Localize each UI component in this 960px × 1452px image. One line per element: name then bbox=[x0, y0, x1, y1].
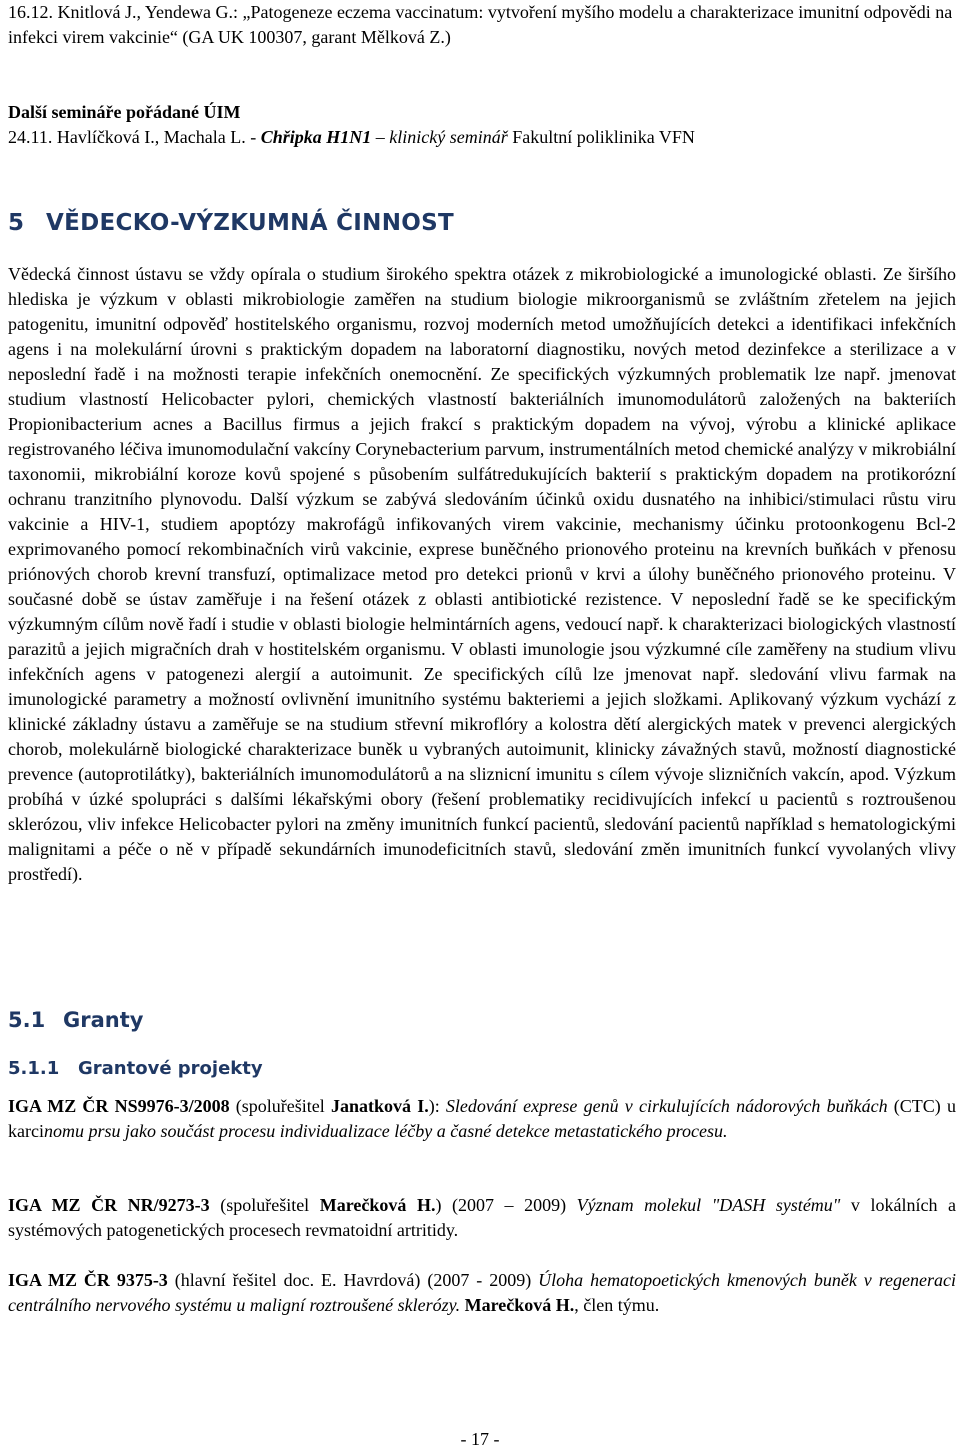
grant-text: (CTC) u karci bbox=[8, 1096, 956, 1141]
seminar-type: klinický seminář bbox=[389, 127, 508, 147]
seminars-heading: Další semináře pořádané ÚIM bbox=[8, 102, 241, 122]
grant-code: IGA MZ ČR NR/9273-3 bbox=[8, 1195, 210, 1215]
grant-code: IGA MZ ČR 9375-3 bbox=[8, 1270, 168, 1290]
grant-title: Úloha hematopoetických kmenových buněk v regeneraci centrálního nervového systému u maligní roztroušené sklerózy. bbox=[8, 1270, 956, 1315]
section-5-heading bbox=[8, 210, 956, 236]
seminar-title: Chřipka H1N1 bbox=[260, 127, 372, 147]
section-title: Grantové projekty bbox=[78, 1058, 263, 1079]
grant-separator: ): bbox=[428, 1096, 446, 1116]
grant-role: (hlavní řešitel doc. E. Havrdová) (2007 - 2009) bbox=[167, 1270, 539, 1290]
grant-text: , člen týmu. bbox=[574, 1295, 660, 1315]
grant-title: Sledování exprese genů v cirkulujících nádorových buňkách bbox=[445, 1096, 888, 1116]
grant-entry bbox=[8, 1268, 956, 1318]
grant-code: IGA MZ ČR NS9976-3/2008 bbox=[8, 1096, 230, 1116]
section-number: 5.1.1 bbox=[8, 1058, 60, 1079]
thesis-entry: 16.12. Knitlová J., Yendewa G.: „Patogeneze eczema vaccinatum: vytvoření myšího modelu a charakterizace imunitní odpovědi na infekci virem vakcinie“ (GA UK 100307, garant Mělková Z.) bbox=[8, 2, 953, 47]
grant-person: Marečková H. bbox=[464, 1295, 575, 1315]
grant-entry bbox=[8, 1094, 956, 1144]
seminars-block bbox=[8, 100, 956, 150]
section-5-body bbox=[8, 262, 956, 887]
section-number: 5.1 bbox=[8, 1008, 46, 1032]
top-entry bbox=[8, 0, 956, 50]
grant-person: Janatková I. bbox=[330, 1096, 429, 1116]
grant-title-cont: nomu prsu jako součást procesu individualizace léčby a časné detekce metastatického procesu. bbox=[43, 1121, 728, 1141]
grant-title: Význam molekul "DASH systému" bbox=[576, 1195, 841, 1215]
section-5-1-1-heading bbox=[8, 1058, 956, 1079]
section-title: Granty bbox=[63, 1008, 144, 1032]
section-title: VĚDECKO-VÝZKUMNÁ ČINNOST bbox=[46, 210, 454, 236]
seminar-dash: – bbox=[371, 127, 390, 147]
grant-separator: ) (2007 – 2009) bbox=[435, 1195, 577, 1215]
grant-person: Marečková H. bbox=[319, 1195, 436, 1215]
grant-entry bbox=[8, 1193, 956, 1243]
seminar-prefix: 24.11. Havlíčková I., Machala L. - bbox=[8, 127, 261, 147]
seminar-entry bbox=[8, 125, 956, 150]
grant-text: v lokálních a systémových patogenetických procesech revmatoidní artritidy. bbox=[8, 1195, 956, 1240]
grant-role: (spoluřešitel bbox=[209, 1195, 320, 1215]
research-paragraph: Vědecká činnost ústavu se vždy opírala o studium širokého spektra otázek z mikrobiologické a imunologické oblasti. Ze širšího hlediska je výzkum v oblasti mikrobiologie zaměřen na studium biologie mikroorganismů se zvláštním zřetelem na jejich patogenitu, imunitní odpověď hostitelského organismu, rozvoj moderních metod umožňujících detekci a identifikaci infekčních agens i na molekulární úrovni s praktickým dopadem na laboratorní diagnostiku, nových metod dezinfekce a sterilizace a v neposlední řadě i na možnosti terapie infekčních onemocnění. Ze specifických výzkumných problematik lze např. jmenovat studium vlastností Helicobacter pylori, chemických vlastností bakteriálních imunomodulátorů založených na bakteriích Propionibacterium acnes a Bacillus firmus a jejich frakcí s praktickým dopadem na vývoj, výrobu a klinické aplikace registrovaného léčiva imunomodulační vakcíny Corynebacterium parvum, instrumentálních metod chemické analýzy v mikrobiální taxonomii, mikrobiální koroze kovů spojené s působením sulfátredukujících bakterií s praktickým dopadem na protikorózní ochranu tranzitního plynovodu. Další výzkum se zabývá sledováním účinků oxidu dusnatého na inhibici/stimulaci růstu viru vakcinie a HIV-1, studiem apoptózy makrofágů infikovaných virem vakcinie, mechanismy účinku protoonkogenu Bcl-2 exprimovaného pomocí rekombinačních virů vakcinie, exprese buněčného prionového proteinu na krevních buňkách v přenosu priónových chorob krevní transfuzí, optimalizace metod pro detekci prionů v krvi a úlohy buněčného prionového proteinu. V současné době se ústav zaměřuje i na řešení otázek z oblasti antibiotické rezistence. V neposlední řadě se ke specifickým výzkumným cílům nově řadí i studie v oblasti biologie helmintárních agens, vedoucí např. k charakterizaci biologických vlastností parazitů a jejich migračních drah v hostitelském organismu. V oblasti imunologie jsou výzkumné cíle zaměřeny na studium vlivu infekčních agens v patogenezi alergií a autoimunit. Ze specifických cílů lze jmenovat např. sledování vlivu farmak na imunologické parametry a možností ovlivnění imunitního systému bakteriemi a jejich složkami. Aplikovaný výzkum vychází z klinické základny ústavu a zaměřuje se na studium střevní mikroflóry a kolostra dětí alergických matek v prevenci alergických chorob, molekulárně biologické charakterizace buněk u vybraných autoimunit, klinicky závažných stavů, možností diagnostické prevence (autoprotilátky), bakteriálních imunomodulátorů a na sliznicní imunitu s cílem vývoje slizničních vakcín, apod. Výzkum probíhá v úzké spolupráci s dalšími lékařskými obory (řešení problematiky recidivujících infekcí u pacientů s roztroušenou sklerózou, vliv infekce Helicobacter pylori na změny imunitních funkcí pacientů, sledování pacientů například s hematologickými malignitami a péče o ně v případě sekundárních imunodeficitních stavů, sledování změn imunitních funkcí vyvolaných vlivy prostředí). bbox=[8, 264, 956, 884]
page-number: - 17 - bbox=[460, 1429, 500, 1449]
section-number: 5 bbox=[8, 210, 25, 236]
section-5-1-heading bbox=[8, 1008, 956, 1032]
grant-role: (spoluřešitel bbox=[229, 1096, 331, 1116]
seminar-place: Fakultní poliklinika VFN bbox=[507, 127, 695, 147]
